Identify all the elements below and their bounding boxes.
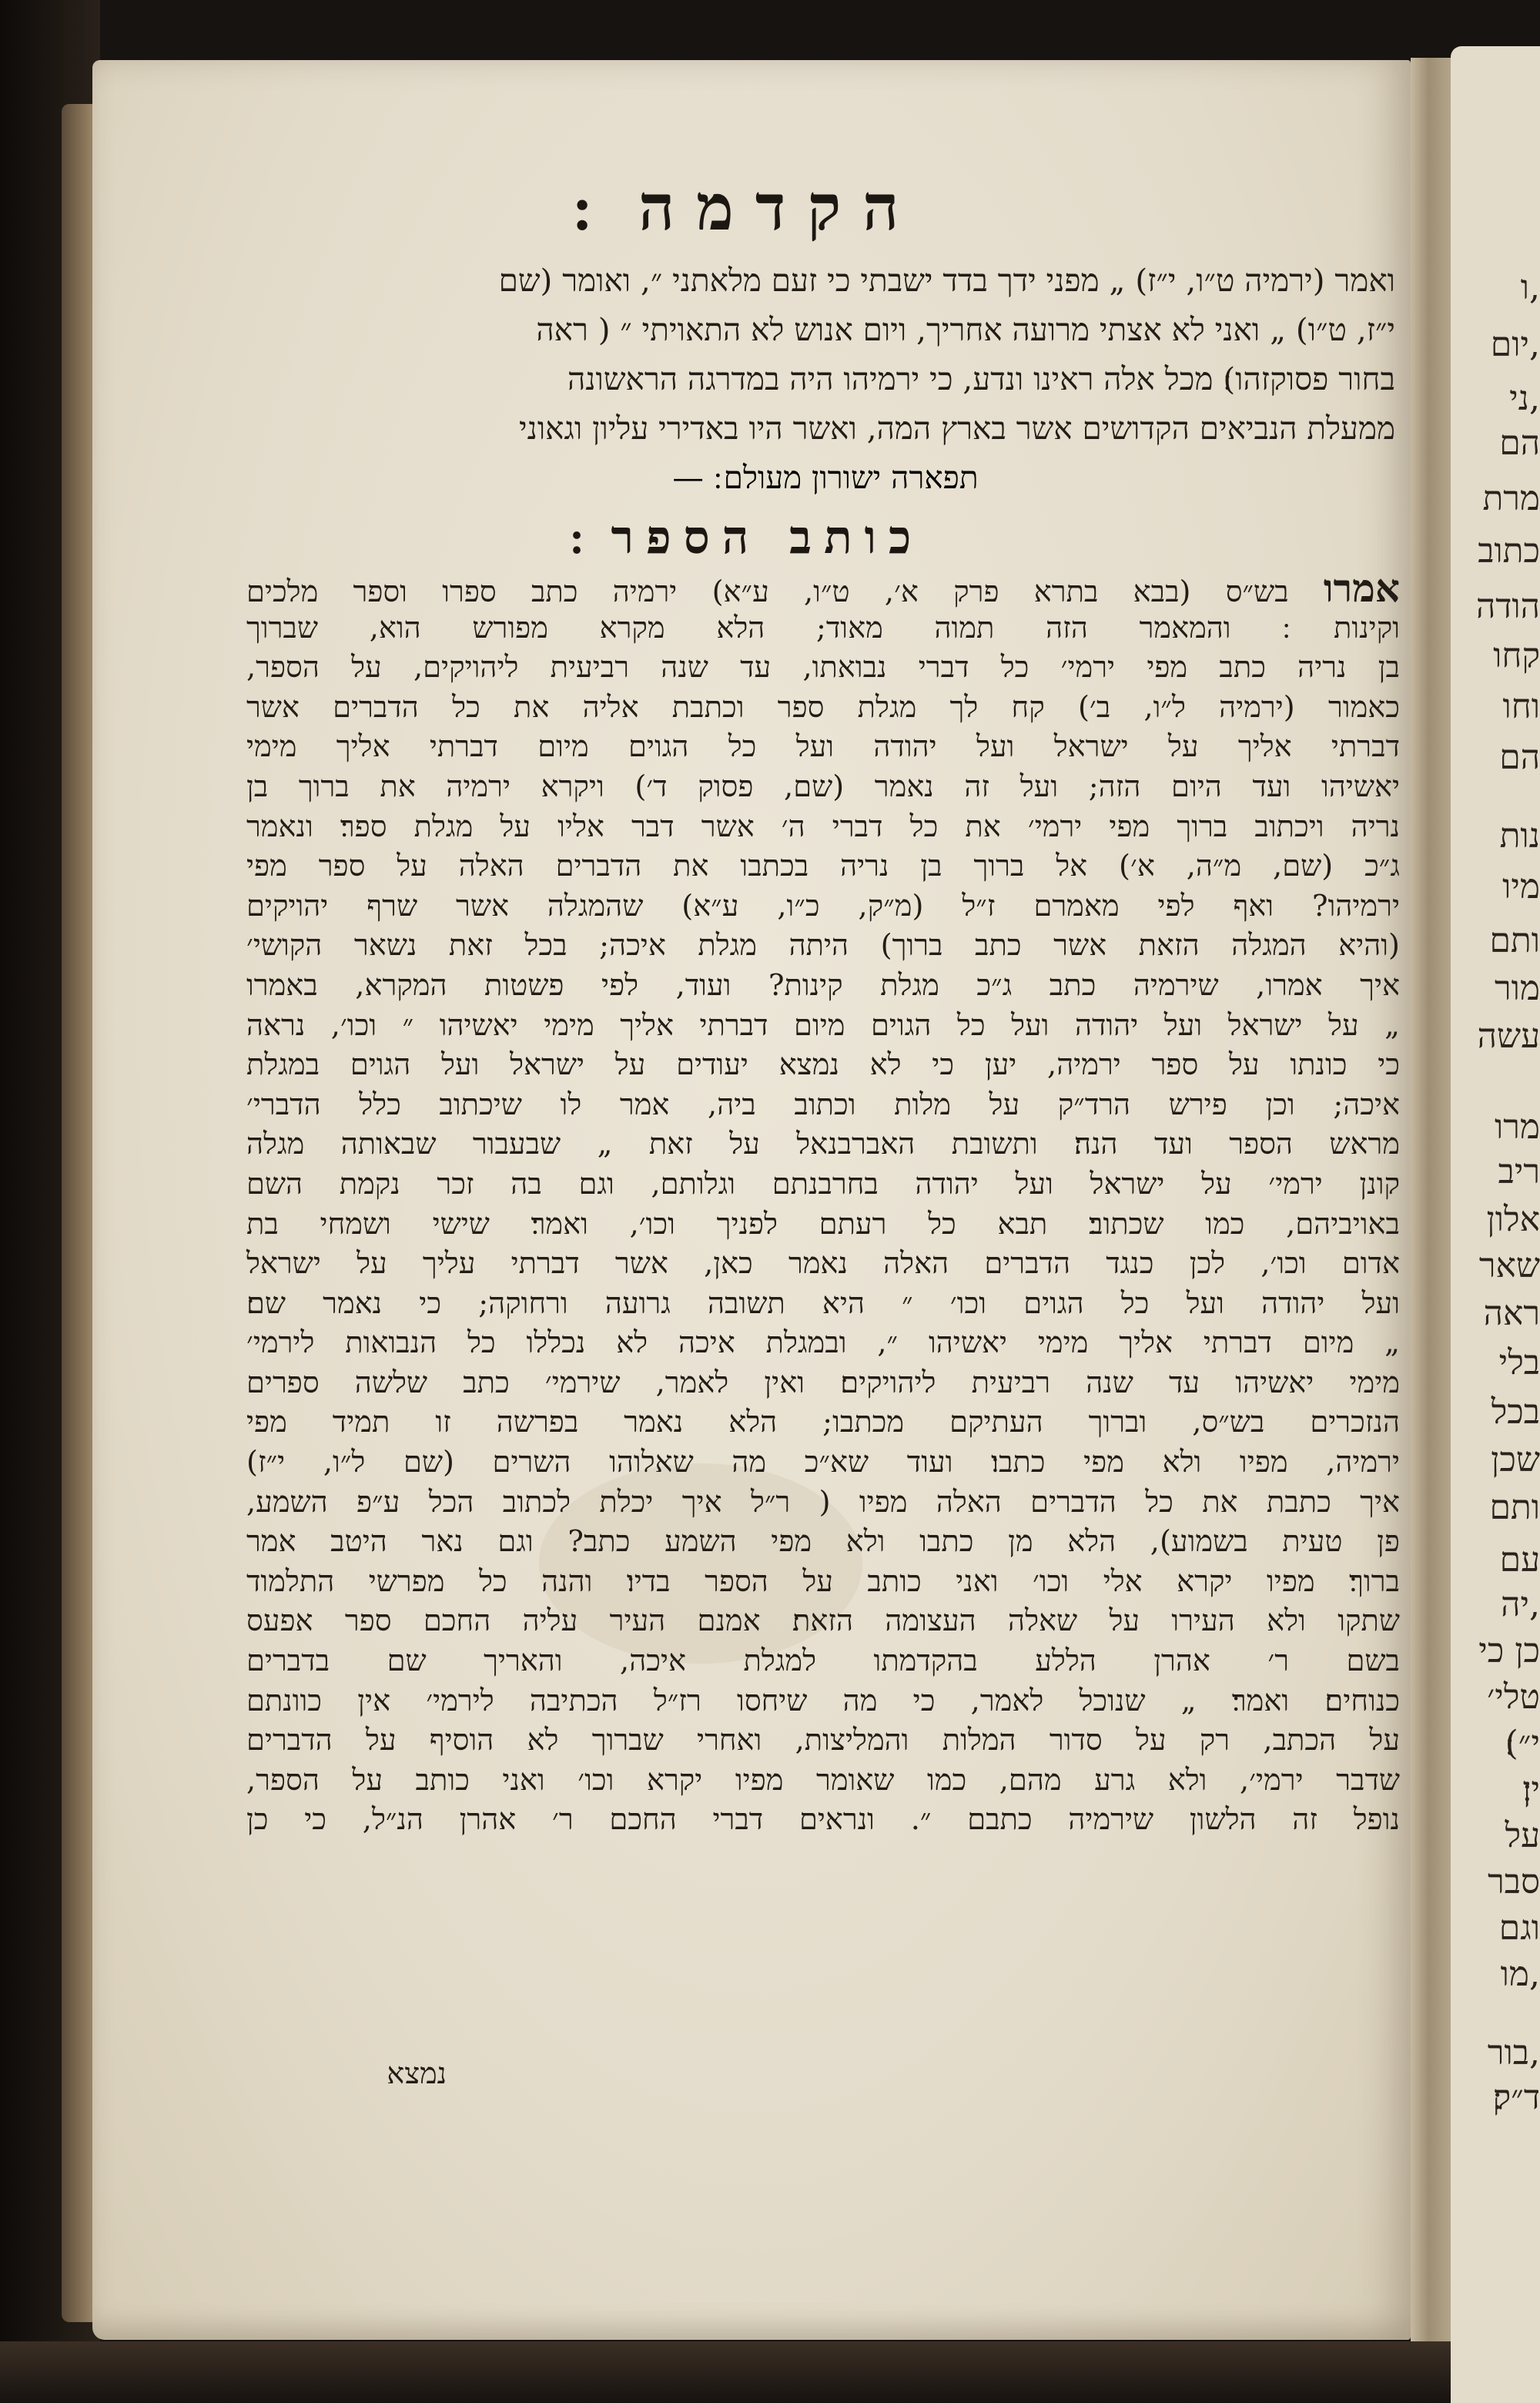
intro-paragraph xyxy=(256,256,1395,453)
book-gutter xyxy=(1411,58,1451,2344)
facing-page-fragment: הם xyxy=(1499,424,1540,463)
body-line xyxy=(246,1721,1400,1761)
body-line-text: (והיא המגלה הזאת אשר כתב ברוך) היתה מגלת איכה; בכל זאת נשאר הקושי׳ xyxy=(246,928,1400,964)
facing-page-fragment: נות xyxy=(1499,816,1540,856)
body-line-text: כאמור (ירמיה ל״ו, ב׳) קח לך מגלת ספר וכתבת אליה את כל הדברים אשר xyxy=(246,689,1400,725)
body-line xyxy=(246,608,1400,649)
body-line xyxy=(246,767,1400,807)
facing-page xyxy=(1451,46,1540,2403)
body-line-text: בשם ר׳ אהרן הללע בהקדמתו למגלת איכה, והאריך שם בדברים xyxy=(246,1644,1400,1679)
body-line xyxy=(246,1284,1400,1324)
book-bottom-edge xyxy=(0,2341,1451,2403)
facing-page-fragment: כתוב xyxy=(1478,531,1540,571)
facing-page-fragment: סבר xyxy=(1488,1862,1540,1902)
body-line-text: פן טעית בשמוע), הלא מן כתבו ולא מפי השמע כתב? וגם נאר היטב אמר xyxy=(246,1524,1400,1560)
body-line xyxy=(246,727,1400,767)
facing-page-fragment: בור, xyxy=(1487,2033,1540,2073)
intro-line: ממעלת הנביאים הקדושים אשר בארץ המה, ואשר היו באדירי עליון וגאוני xyxy=(519,410,1395,447)
body-line-text: שתקו ולא העירו על שאלה העצומה הזאת׃ אמנם העיר עליה החכם ספר אפעס xyxy=(246,1604,1400,1639)
body-line xyxy=(246,1562,1400,1602)
facing-page-fragment: י״)׃ xyxy=(1505,1724,1540,1763)
body-line xyxy=(246,846,1400,886)
body-line-text: דברתי אליך על ישראל ועל יהודה ועל כל הגוים מיום דברתי אליך מימי xyxy=(246,729,1400,765)
facing-page-fragment: קחו xyxy=(1493,636,1540,675)
body-line xyxy=(246,688,1400,728)
facing-page-fragment: ין׃ xyxy=(1522,1770,1540,1809)
intro-line: בחור פסוקזהו)׃ מכל אלה ראינו ונדע, כי ירמיהו היה במדרגה הראשונה xyxy=(567,360,1395,397)
body-line-text: אדום וכו׳, לכן כנגד הדברים האלה נאמר כאן, אשר דברתי עליך על ישראל xyxy=(246,1246,1400,1282)
body-line xyxy=(246,966,1400,1006)
body-line xyxy=(246,1085,1400,1125)
facing-page-fragment: מיו xyxy=(1502,867,1540,907)
body-line-text: איך כתבת את כל הדברים האלה מפיו ( ר״ל איך יכלת לכתוב הכל ע״פ השמע, xyxy=(246,1484,1400,1520)
section-title: כותב הספר ׃ xyxy=(570,511,924,565)
facing-page-fragment: עשה xyxy=(1477,1017,1540,1056)
intro-line: י״ז, ט״ו) „ ואני לא אצתי מרועה אחריך, ויום אנוש לא התאויתי ״ ( ראה xyxy=(536,311,1395,348)
body-line xyxy=(246,648,1400,688)
facing-page-fragment: אלון xyxy=(1486,1200,1540,1239)
body-line xyxy=(246,1244,1400,1284)
body-line xyxy=(246,1006,1400,1046)
body-line-text: בן נריה כתב מפי ירמי׳ כל דברי נבואתו, עד שנה רביעית ליהויקים, על הספר, xyxy=(246,650,1400,685)
facing-page-fragment: ראה xyxy=(1483,1294,1540,1333)
facing-page-fragment: מור xyxy=(1495,969,1540,1008)
facing-page-fragment: בלי xyxy=(1498,1343,1540,1382)
body-line xyxy=(246,1363,1400,1403)
body-line-text: נופל זה הלשון שירמיה כתבם ״. ונראים דברי החכם ר׳ אהרן הנ״ל, כי כן xyxy=(246,1802,1400,1838)
intro-closing-line: תפארה ישורון מעולם ׃ — xyxy=(672,459,979,496)
body-line-text: ג״כ (שם, מ״ה, א׳) אל ברוך בן נריה בכתבו את הדברים האלה על ספר מפי xyxy=(246,849,1400,884)
facing-page-fragment: ו, xyxy=(1520,268,1540,307)
body-line xyxy=(246,1323,1400,1363)
body-line-text: איך אמרו, שירמיה כתב ג״כ מגלת קינות? ועוד, לפי פשטות המקרא, באמרו xyxy=(246,967,1400,1003)
body-line-text: כי כונתו על ספר ירמיה, יען כי לא נמצא יעודים על ישראל ועל הגוים במגלת xyxy=(246,1047,1400,1083)
facing-page-fragment: עם xyxy=(1499,1540,1540,1580)
facing-page-fragment: שאר xyxy=(1478,1246,1540,1285)
body-line xyxy=(246,1124,1400,1165)
body-line xyxy=(246,1641,1400,1681)
catchword: נמצא xyxy=(387,2056,447,2090)
body-line xyxy=(246,565,1400,611)
body-line-text: ירמיהו? ואף לפי מאמרם ז״ל (מ״ק, כ״ו, ע״א) שהמגלה אשר שרף יהויקים xyxy=(246,888,1400,923)
body-line xyxy=(246,807,1400,847)
facing-page-fragment: ריב xyxy=(1498,1152,1540,1191)
body-line-text: יאשיהו ועד היום הזה; ועל זה נאמר (שם, פסוק ד׳) ויקרא ירמיה את ברוך בן xyxy=(246,769,1400,804)
body-line-text: קונן ירמי׳ על ישראל ועל יהודה בחרבנתם וגלותם, וגם בה זכר נקמת השם xyxy=(246,1166,1400,1202)
facing-page-fragment: ני, xyxy=(1509,379,1540,418)
body-line-text: כנוחים׃ ואמר׃ „ שנוכל לאמר, כי מה שיחסו רז״ל הכתיבה לירמי׳ אין כוונתם xyxy=(246,1683,1400,1718)
body-line-text: וקינות ׃ והמאמר הזה תמוה מאוד; הלא מקרא מפורש הוא, שברוך xyxy=(246,610,1400,645)
body-line-text: „ מיום דברתי אליך מימי יאשיהו ״, ובמגלת איכה לא נכללו כל הנבואות לירמי׳ xyxy=(246,1326,1400,1361)
facing-page-fragment: ותם xyxy=(1489,921,1540,960)
facing-page-fragment: טלי׳ xyxy=(1487,1677,1540,1717)
lead-word: אמרו xyxy=(1323,565,1400,611)
body-line xyxy=(246,1045,1400,1085)
body-line xyxy=(246,1681,1400,1721)
facing-page-fragment: הודה xyxy=(1475,587,1540,626)
body-line-text: „ על ישראל ועל יהודה ועל כל הגוים מיום דברתי אליך מימי יאשיהו ״ וכו׳, נראה xyxy=(246,1007,1400,1043)
intro-line: ואמר (ירמיה ט״ו, י״ז) „ מפני ידך בדד ישבתי כי זעם מלאתני ״, ואומר (שם xyxy=(498,262,1395,299)
body-line-text: בש״ס (בבא בתרא פרק א׳, ט״ו, ע״א) ירמיה כתב ספרו וספר מלכים xyxy=(246,575,1289,609)
facing-page-fragment: יה, xyxy=(1501,1585,1540,1624)
facing-page-fragment: וחו xyxy=(1502,687,1540,726)
body-line xyxy=(246,1761,1400,1801)
facing-page-fragment: בכל xyxy=(1491,1393,1540,1432)
body-line xyxy=(246,1800,1400,1840)
body-line xyxy=(246,1165,1400,1205)
facing-page-fragment: ד״ק׃ xyxy=(1492,2078,1540,2117)
body-line xyxy=(246,1601,1400,1641)
body-line xyxy=(246,1522,1400,1562)
facing-page-fragment: יום, xyxy=(1490,325,1540,364)
facing-page-fragment: על xyxy=(1505,1816,1540,1855)
facing-page-fragment: מרת xyxy=(1482,479,1540,518)
body-line xyxy=(246,1403,1400,1443)
body-line-text: באויביהם, כמו שכתוב׃ תבא כל רעתם לפניך וכו׳, ואמר׃ שישי ושמחי בת xyxy=(246,1206,1400,1242)
body-line xyxy=(246,1205,1400,1245)
body-line xyxy=(246,926,1400,966)
body-line-text: ירמיה, מפיו ולא מפי כתבו׃ ועוד שא״כ מה שאלוהו השרים (שם ל״ו, י״ז) xyxy=(246,1445,1400,1480)
body-line xyxy=(246,1483,1400,1523)
facing-page-fragment: וגם xyxy=(1498,1909,1540,1948)
body-line-text: הנזכרים בש״ס, וברוך העתיקם מכתבו; הלא נאמר בפרשה זו תמיד מפי xyxy=(246,1405,1400,1440)
facing-page-fragment: ותם xyxy=(1489,1488,1540,1527)
facing-page-fragment: הם xyxy=(1499,738,1540,777)
facing-page-fragment: כן כי xyxy=(1478,1631,1540,1671)
body-paragraph xyxy=(246,565,1400,1840)
body-line-text: מראש הספר ועד הנה׃ ותשובת האברבנאל על זאת „ שבעבור שבאותה מגלה xyxy=(246,1127,1400,1162)
facing-page-fragment: מרו xyxy=(1495,1108,1540,1147)
body-line-text: על הכתב, רק על סדור המלות והמליצות, ואחרי שברוך לא הוסיף על הדברים xyxy=(246,1723,1400,1758)
body-line-text: ברוך׃ מפיו יקרא אלי וכו׳ ואני כותב על הספר בדיו׃ והנה כל מפרשי התלמוד xyxy=(246,1563,1400,1599)
body-line-text: מימי יאשיהו עד שנה רביעית ליהויקים׃ ואין לאמר, שירמי׳ כתב שלשה ספרים xyxy=(246,1365,1400,1400)
facing-page-fragment: מו, xyxy=(1500,1955,1540,1994)
body-line xyxy=(246,886,1400,927)
body-line-text: נריה ויכתוב ברוך מפי ירמי׳ את כל דברי ה׳ אשר דבר אליו על מגלת ספר׃ ונאמר xyxy=(246,809,1400,844)
facing-page-fragment: שכן xyxy=(1491,1440,1540,1480)
body-line-text: ועל יהודה ועל כל הגוים וכו׳ ״ היא תשובה גרועה ורחוקה; כי נאמר שם׃ xyxy=(246,1285,1400,1321)
body-line-text: איכה; וכן פירש הרד״ק על מלות וכתוב ביה, אמר לו שיכתוב כלל הדברי׳ xyxy=(246,1087,1400,1122)
body-line xyxy=(246,1443,1400,1483)
body-line-text: שדבר ירמי׳, ולא גרע מהם, כמו שאומר מפיו יקרא וכו׳ ואני כותב על הספר, xyxy=(246,1762,1400,1798)
page-title: הקדמה ׃ xyxy=(573,171,921,245)
